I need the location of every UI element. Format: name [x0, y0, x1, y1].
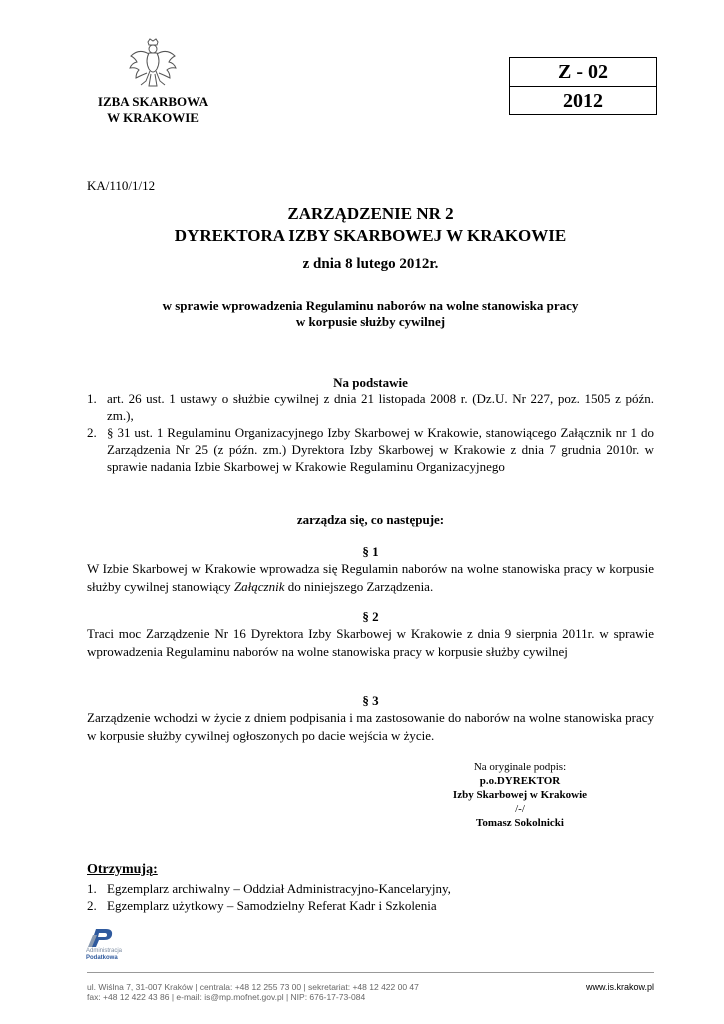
signature-role: p.o.DYREKTOR — [479, 775, 561, 787]
footer-website-link[interactable]: www.is.krakow.pl — [585, 982, 654, 992]
basis-list — [87, 390, 654, 475]
subject-line1: w sprawie wprowadzenia Regulaminu naborów na wolne stanowiska pracy — [162, 298, 579, 313]
title-line1: ZARZĄDZENIE NR 2 — [287, 204, 454, 223]
signature-mark: /-/ — [515, 803, 525, 815]
document-code-box — [509, 57, 657, 115]
footer-address: ul. Wiślna 7, 31-007 Kraków | centrala: +48 12 255 73 00 | sekretariat: +48 12 422 00 47 — [87, 982, 419, 992]
office-line2: W KRAKOWIE — [107, 110, 199, 125]
footer-divider — [87, 972, 654, 973]
list-item-number: 2. — [87, 898, 97, 913]
section-1-text-after: do niniejszego Zarządzenia. — [284, 579, 434, 594]
list-item-number: 1. — [87, 391, 97, 406]
list-item-number: 1. — [87, 881, 97, 896]
title-line2: DYREKTORA IZBY SKARBOWEJ W KRAKOWIE — [174, 226, 567, 245]
title-date: z dnia 8 lutego 2012r. — [302, 256, 439, 272]
list-item-number: 2. — [87, 425, 97, 440]
section-1-text — [87, 560, 654, 596]
list-item — [87, 880, 654, 897]
basis-heading: Na podstawie — [333, 375, 408, 390]
signature-office: Izby Skarbowej w Krakowie — [452, 789, 588, 801]
document-year: 2012 — [563, 90, 603, 112]
orders-heading: zarządza się, co następuje: — [296, 512, 445, 527]
reference-number: KA/110/1/12 — [87, 178, 156, 193]
subject-line2: w korpusie służby cywilnej — [295, 314, 446, 329]
eagle-emblem-icon — [127, 38, 179, 92]
logo-text — [86, 948, 122, 962]
section-2-text: Traci moc Zarządzenie Nr 16 Dyrektora Izby Skarbowej w Krakowie z dnia 9 sierpnia 2011r. w sprawie wprowadzenia Regulaminu naborów na wolne stanowiska pracy w korpusie służby cywilnej — [87, 626, 654, 659]
section-3-mark: § 3 — [362, 693, 379, 708]
signature-name: Tomasz Sokolnicki — [476, 817, 564, 829]
section-1-text-before: W Izbie Skarbowej w Krakowie wprowadza się Regulamin naborów na wolne stanowiska pracy w korpusie służby cywilnej stanowiący — [87, 561, 654, 594]
list-item — [87, 390, 654, 424]
section-1-mark: § 1 — [362, 544, 379, 559]
logo-line2: Podatkowa — [86, 955, 118, 961]
recipients-heading: Otrzymują: — [87, 862, 158, 877]
attachment-reference: Załącznik — [233, 579, 285, 594]
list-item-text: Egzemplarz użytkowy – Samodzielny Referat Kadr i Szkolenia — [107, 898, 437, 913]
section-2-mark: § 2 — [362, 609, 379, 624]
section-3-text: Zarządzenie wchodzi w życie z dniem podpisania i ma zastosowanie do naborów na wolne stanowiska pracy w korpusie służby cywilnej ogłoszonych po dacie wejścia w życie. — [87, 710, 654, 743]
list-item — [87, 424, 654, 475]
list-item-text: § 31 ust. 1 Regulaminu Organizacyjnego Izby Skarbowej w Krakowie, stanowiącego Załącznik nr 1 do Zarządzenia Nr 25 (z późn. zm.) Dyrektora Izby Skarbowej w Krakowie z dnia 7 grudnia 2010r. w sprawie nadania Izbie Skarbowej w Krakowie Regulaminu Organizacyjnego — [107, 425, 654, 474]
office-name — [72, 94, 234, 126]
list-item-text: art. 26 ust. 1 ustawy o służbie cywilnej z dnia 21 listopada 2008 r. (Dz.U. Nr 227, poz. 1505 z późn. zm.), — [107, 391, 654, 423]
logo-line1: Administracja — [86, 948, 123, 954]
footer-contact: fax: +48 12 422 43 86 | e-mail: is@mp.mofnet.gov.pl | NIP: 676-17-73-084 — [87, 992, 366, 1002]
office-line1: IZBA SKARBOWA — [97, 94, 209, 109]
list-item-text: Egzemplarz archiwalny – Oddział Administracyjno-Kancelaryjny, — [107, 881, 451, 896]
recipients-list — [87, 880, 654, 914]
signature-note: Na oryginale podpis: — [473, 761, 567, 773]
document-code: Z - 02 — [510, 58, 656, 87]
list-item — [87, 897, 654, 914]
